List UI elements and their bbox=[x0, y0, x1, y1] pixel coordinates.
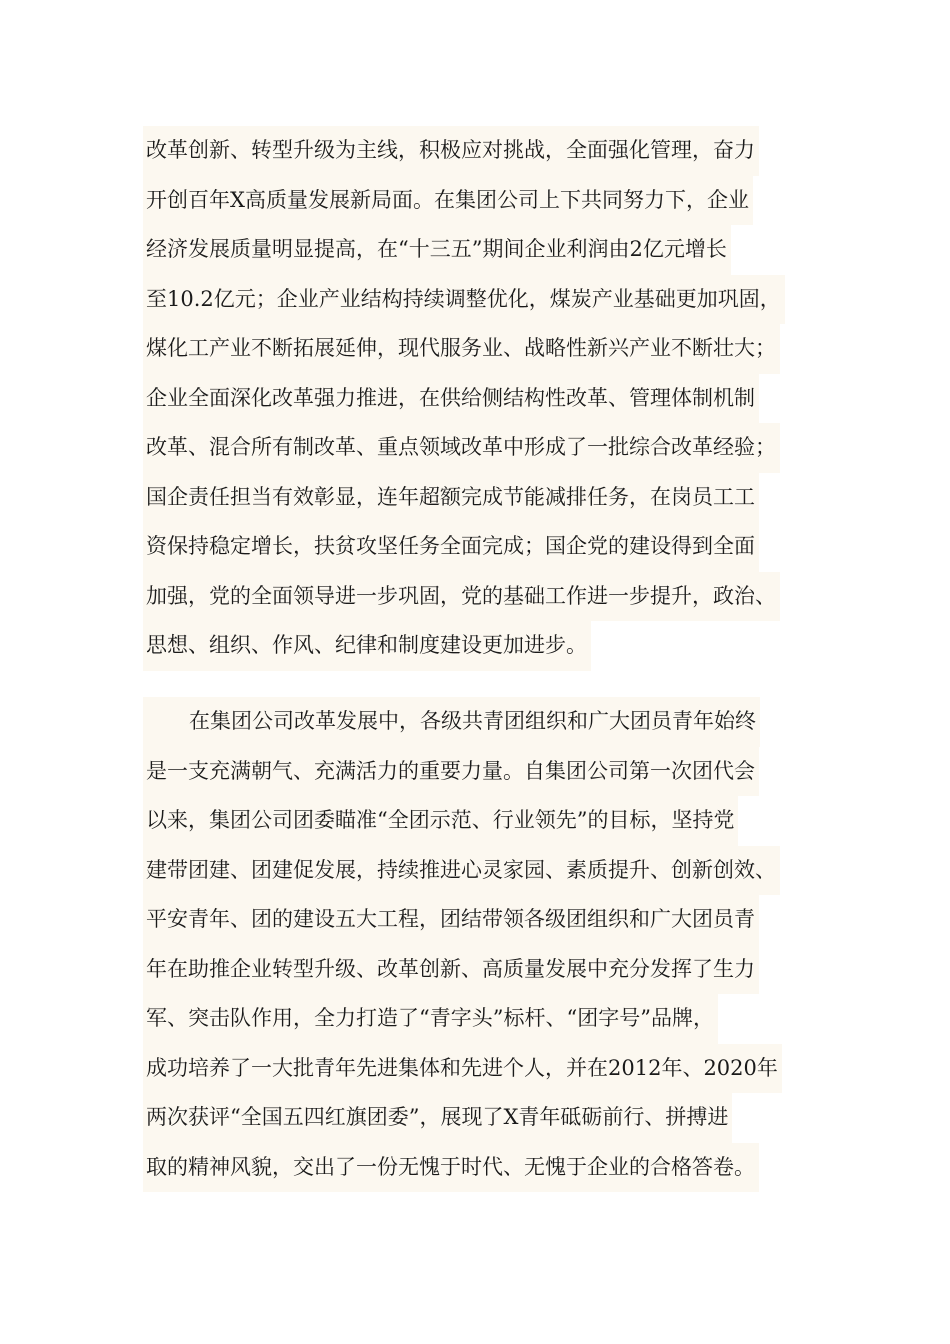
text-line bbox=[143, 846, 823, 896]
text-line bbox=[143, 225, 823, 275]
line-text: 开创百年X高质量发展新局面。在集团公司上下共同努力下，企业 bbox=[143, 176, 753, 226]
paragraph-1 bbox=[143, 126, 823, 671]
text-line bbox=[143, 275, 823, 325]
text-line bbox=[143, 374, 823, 424]
line-text: 建带团建、团建促发展，持续推进心灵家园、素质提升、创新创效、 bbox=[143, 846, 780, 896]
line-text: 以来，集团公司团委瞄准“全团示范、行业领先”的目标，坚持党 bbox=[143, 796, 738, 846]
line-text: 加强，党的全面领导进一步巩固，党的基础工作进一步提升，政治、 bbox=[143, 572, 780, 622]
line-text: 改革、混合所有制改革、重点领域改革中形成了一批综合改革经验； bbox=[143, 423, 780, 473]
paragraph-2 bbox=[143, 697, 823, 1192]
line-text: 企业全面深化改革强力推进，在供给侧结构性改革、管理体制机制 bbox=[143, 374, 759, 424]
text-line bbox=[143, 1143, 823, 1193]
text-line bbox=[143, 697, 823, 747]
text-line bbox=[143, 176, 823, 226]
line-text: 改革创新、转型升级为主线，积极应对挑战，全面强化管理，奋力 bbox=[143, 126, 759, 176]
line-text: 军、突击队作用，全力打造了“青字头”标杆、“团字号”品牌， bbox=[143, 994, 718, 1044]
line-text: 煤化工产业不断拓展延伸，现代服务业、战略性新兴产业不断壮大； bbox=[143, 324, 780, 374]
line-text: 成功培养了一大批青年先进集体和先进个人，并在2012年、2020年 bbox=[143, 1044, 782, 1094]
line-text: 至10.2亿元；企业产业结构持续调整优化，煤炭产业基础更加巩固， bbox=[143, 275, 785, 325]
text-line bbox=[143, 324, 823, 374]
line-text: 平安青年、团的建设五大工程，团结带领各级团组织和广大团员青 bbox=[143, 895, 759, 945]
text-line bbox=[143, 1044, 823, 1094]
line-text: 年在助推企业转型升级、改革创新、高质量发展中充分发挥了生力 bbox=[143, 945, 759, 995]
text-line bbox=[143, 945, 823, 995]
line-text: 两次获评“全国五四红旗团委”，展现了X青年砥砺前行、拼搏进 bbox=[143, 1093, 732, 1143]
text-line bbox=[143, 572, 823, 622]
text-line bbox=[143, 994, 823, 1044]
text-line bbox=[143, 1093, 823, 1143]
line-text: 思想、组织、作风、纪律和制度建设更加进步。 bbox=[143, 621, 591, 671]
text-line bbox=[143, 126, 823, 176]
text-line bbox=[143, 423, 823, 473]
text-line bbox=[143, 747, 823, 797]
text-line bbox=[143, 621, 823, 671]
line-text: 取的精神风貌，交出了一份无愧于时代、无愧于企业的合格答卷。 bbox=[143, 1143, 759, 1193]
text-line bbox=[143, 522, 823, 572]
line-text: 国企责任担当有效彰显，连年超额完成节能减排任务，在岗员工工 bbox=[143, 473, 759, 523]
line-text: 在集团公司改革发展中，各级共青团组织和广大团员青年始终 bbox=[143, 697, 760, 747]
line-text: 是一支充满朝气、充满活力的重要力量。自集团公司第一次团代会 bbox=[143, 747, 759, 797]
text-line bbox=[143, 473, 823, 523]
text-line bbox=[143, 895, 823, 945]
text-line bbox=[143, 796, 823, 846]
line-text: 资保持稳定增长，扶贫攻坚任务全面完成；国企党的建设得到全面 bbox=[143, 522, 759, 572]
line-text: 经济发展质量明显提高，在“十三五”期间企业利润由2亿元增长 bbox=[143, 225, 731, 275]
